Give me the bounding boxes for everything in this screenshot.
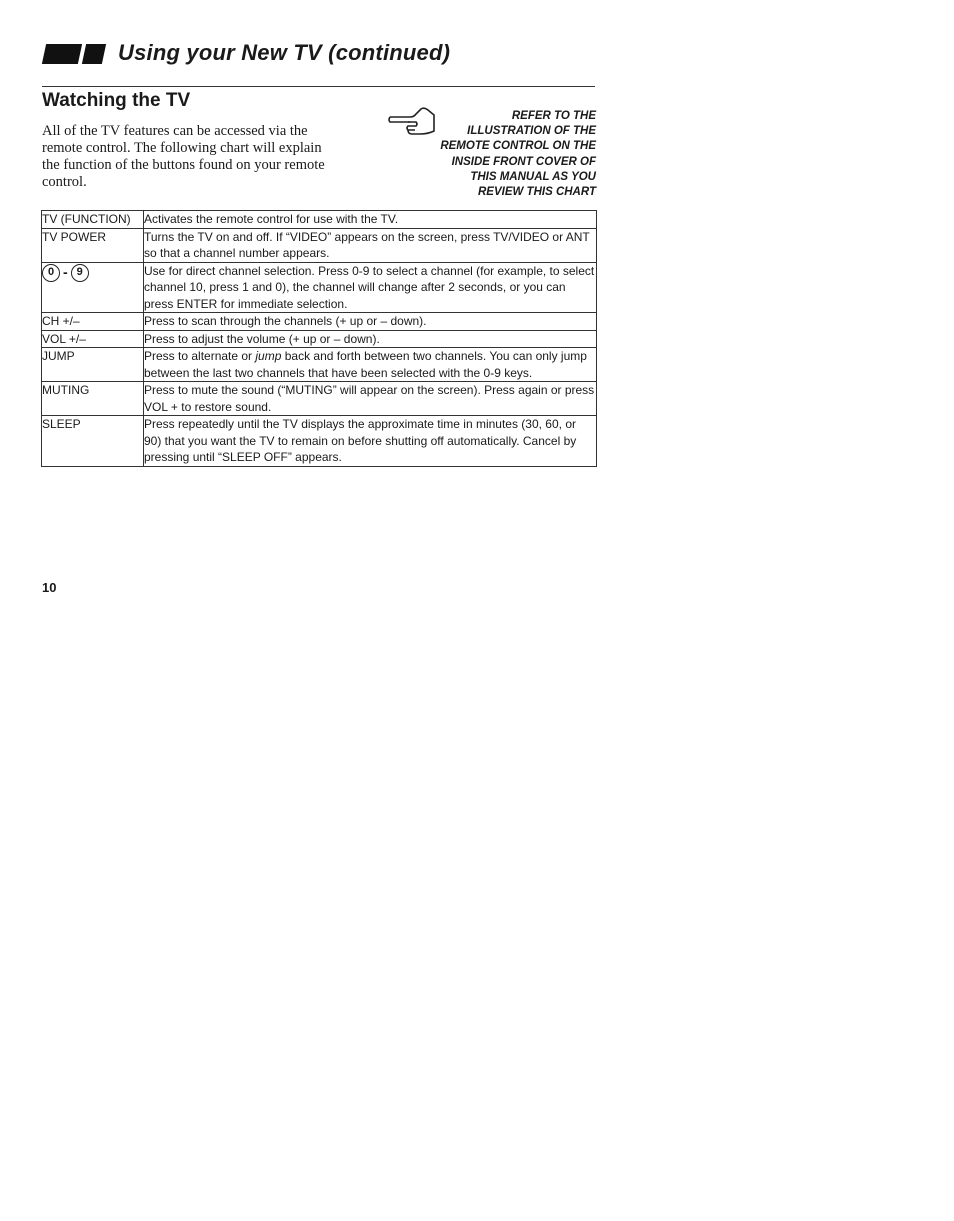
button-description: Press repeatedly until the TV displays the approximate time in minutes (30, 60, or 90) that you want the TV to remain on before shutting off automatically. Cancel by pressing until “SLEEP OFF” appears. <box>144 416 597 467</box>
table-row <box>42 416 597 467</box>
remote-button-chart <box>41 210 597 467</box>
desc-emphasis: jump <box>255 349 282 363</box>
button-name: MUTING <box>42 382 144 416</box>
note-line: REMOTE CONTROL ON THE <box>440 140 596 153</box>
desc-text: Press to alternate or <box>144 349 256 363</box>
button-name: SLEEP <box>42 416 144 467</box>
section-title: Watching the TV <box>42 90 191 111</box>
button-description: Turns the TV on and off. If “VIDEO” appears on the screen, press TV/VIDEO or ANT so that a channel number appears. <box>144 228 597 262</box>
note-line: INSIDE FRONT COVER OF <box>451 155 596 168</box>
header-title: Using your New TV (continued) <box>118 40 451 65</box>
table-row <box>42 228 597 262</box>
button-name: CH +/– <box>42 313 144 331</box>
table-row <box>42 313 597 331</box>
button-description: Press to mute the sound (“MUTING” will appear on the screen). Press again or press VOL + to restore sound. <box>144 382 597 416</box>
button-name <box>42 262 144 313</box>
table-row <box>42 262 597 313</box>
table-row <box>42 330 597 348</box>
button-name: TV (FUNCTION) <box>42 211 144 229</box>
note-line: REVIEW THIS CHART <box>478 186 596 199</box>
button-name: VOL +/– <box>42 330 144 348</box>
desc-text: back and forth between two channels. You can only jump between the last two channels that have been selected with the 0-9 keys. <box>144 349 587 380</box>
remote-reference-note <box>430 109 596 200</box>
table-row <box>42 211 597 229</box>
button-name: TV POWER <box>42 228 144 262</box>
page-header <box>42 40 595 87</box>
key-9-icon: 9 <box>71 264 89 282</box>
button-description: Press to adjust the volume (+ up or – down). <box>144 330 597 348</box>
table-row <box>42 348 597 382</box>
button-description: Activates the remote control for use with the TV. <box>144 211 597 229</box>
note-line: THIS MANUAL AS YOU <box>470 170 596 183</box>
button-description: Press to scan through the channels (+ up or – down). <box>144 313 597 331</box>
table-row <box>42 382 597 416</box>
range-dash: - <box>63 264 68 281</box>
button-description: Use for direct channel selection. Press 0-9 to select a channel (for example, to select channel 10, press 1 and 0), the channel will change after 2 seconds, or you can press ENTER for immediate selection. <box>144 262 597 313</box>
note-line: REFER TO THE <box>511 110 596 122</box>
note-line: ILLUSTRATION OF THE <box>467 125 596 138</box>
key-0-icon: 0 <box>42 264 60 282</box>
page-number: 10 <box>42 580 57 595</box>
button-description <box>144 348 597 382</box>
intro-paragraph: All of the TV features can be accessed via the remote control. The following chart will explain the function of the buttons found on your remote control. <box>42 123 325 190</box>
button-name: JUMP <box>42 348 144 382</box>
digit-keys-symbol <box>42 263 143 282</box>
